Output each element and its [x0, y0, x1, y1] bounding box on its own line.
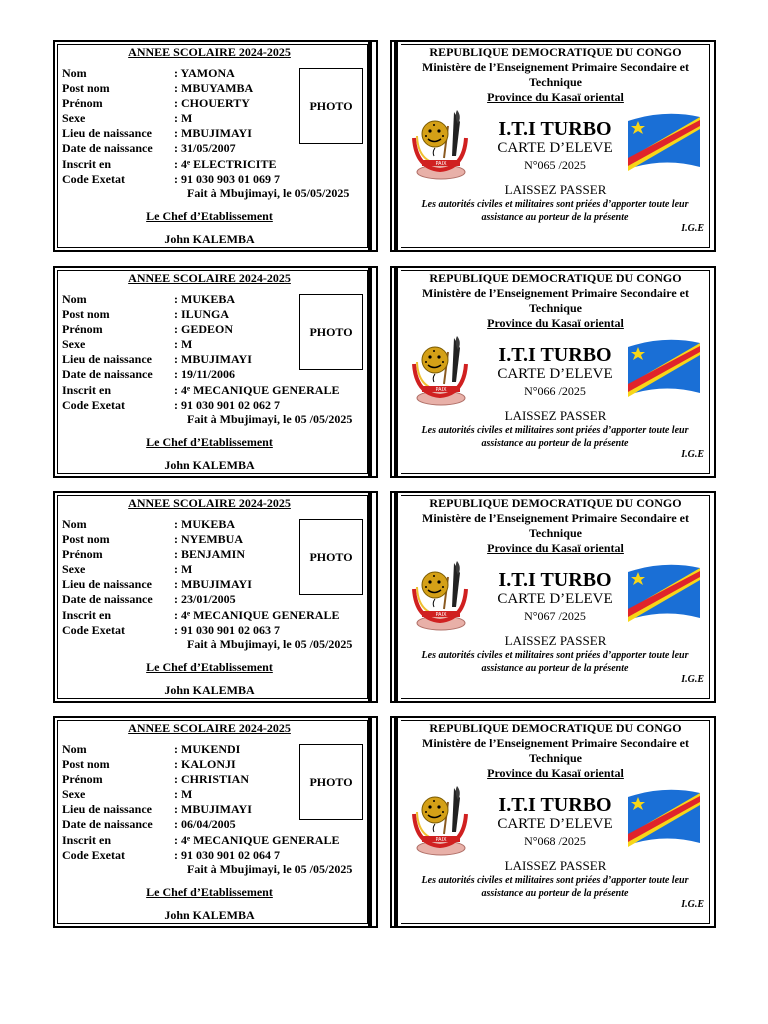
province-title: Province du Kasaï oriental	[487, 316, 624, 330]
field-label: Nom	[62, 66, 87, 80]
card-type: CARTE D’ELEVE	[497, 816, 613, 832]
field-value: : M	[174, 787, 193, 802]
student-fields	[62, 292, 339, 413]
field-row	[62, 608, 339, 623]
photo-label: PHOTO	[309, 549, 353, 564]
field-value: : 91 030 901 02 063 7	[174, 622, 280, 637]
school-year: ANNEE SCOLAIRE 2024-2025	[128, 45, 291, 59]
field-value: : 4ᵉ ELECTRICITE	[174, 156, 277, 171]
field-row	[62, 383, 339, 398]
field-value: : M	[174, 111, 193, 126]
card-type: CARTE D’ELEVE	[497, 591, 613, 607]
republic-title: REPUBLIQUE DEMOCRATIQUE DU CONGO	[429, 45, 682, 59]
field-row	[62, 802, 339, 817]
head-title: Le Chef d’Etablissement	[146, 209, 273, 223]
field-row	[62, 592, 339, 607]
field-value: : CHOUERTY	[174, 96, 250, 111]
student-card-back	[390, 266, 716, 478]
field-label: Nom	[62, 517, 87, 531]
field-row	[62, 126, 280, 141]
field-row	[62, 772, 339, 787]
field-value: : 91 030 901 02 062 7	[174, 397, 280, 412]
emblem-ribbon-text: PAIX	[435, 387, 447, 393]
student-fields	[62, 517, 339, 638]
student-fields	[62, 742, 339, 863]
field-label: Lieu de naissance	[62, 126, 153, 141]
field-row	[62, 577, 339, 592]
field-row	[62, 833, 339, 848]
authority-notice: Les autorités civiles et militaires sont priées d’apporter toute leur assistance au porteur de la présente	[421, 425, 689, 449]
ministry-title: Ministère de l’Enseignement Primaire Secondaire et Technique	[422, 736, 689, 765]
emblem-ribbon-text: PAIX	[435, 837, 447, 843]
field-row	[62, 398, 339, 413]
student-card-back	[390, 491, 716, 703]
issue-place-date: Fait à Mbujimayi, le 05 /05/2025	[187, 412, 353, 426]
student-card-back	[390, 716, 716, 928]
ige-mark: I.G.E	[681, 674, 704, 685]
field-value: : YAMONA	[174, 66, 235, 80]
drc-flag-icon	[624, 111, 704, 173]
coat-of-arms-icon	[408, 108, 472, 183]
field-value: : MBUYAMBA	[174, 81, 254, 96]
field-value: : MUKEBA	[174, 292, 235, 306]
field-label: Inscrit en	[62, 156, 111, 171]
field-label: Date de naissance	[62, 817, 153, 832]
field-value: : KALONJI	[174, 757, 236, 772]
head-name: John KALEMBA	[164, 908, 255, 922]
photo-label: PHOTO	[309, 324, 353, 339]
field-row	[62, 757, 339, 772]
ministry-title: Ministère de l’Enseignement Primaire Secondaire et Technique	[422, 511, 689, 540]
card-number: N°065 /2025	[524, 158, 586, 172]
ige-mark: I.G.E	[681, 899, 704, 910]
authority-notice: Les autorités civiles et militaires sont priées d’apporter toute leur assistance au porteur de la présente	[421, 650, 689, 674]
field-value: : MBUJIMAYI	[174, 126, 252, 141]
ige-mark: I.G.E	[681, 449, 704, 460]
field-row	[62, 157, 280, 172]
pass-title: LAISSEZ PASSER	[504, 633, 607, 648]
field-value: : 91 030 901 02 064 7	[174, 847, 280, 862]
coat-of-arms-icon	[408, 784, 472, 859]
head-name: John KALEMBA	[164, 232, 255, 246]
card-number: N°066 /2025	[524, 384, 586, 398]
field-value: : M	[174, 337, 193, 352]
field-value: : MBUJIMAYI	[174, 577, 252, 592]
field-row	[62, 96, 280, 111]
field-row	[62, 141, 280, 156]
authority-notice: Les autorités civiles et militaires sont priées d’apporter toute leur assistance au porteur de la présente	[421, 875, 689, 899]
field-label: Lieu de naissance	[62, 802, 153, 817]
field-row	[62, 562, 339, 577]
field-label: Post nom	[62, 81, 110, 96]
republic-title: REPUBLIQUE DEMOCRATIQUE DU CONGO	[429, 271, 682, 285]
field-label: Lieu de naissance	[62, 352, 153, 367]
field-row	[62, 547, 339, 562]
issue-place-date: Fait à Mbujimayi, le 05 /05/2025	[187, 862, 353, 876]
school-year: ANNEE SCOLAIRE 2024-2025	[128, 271, 291, 285]
card-type: CARTE D’ELEVE	[497, 366, 613, 382]
field-value: : 4ᵉ MECANIQUE GENERALE	[174, 607, 340, 622]
field-label: Post nom	[62, 757, 110, 772]
field-value: : NYEMBUA	[174, 532, 243, 547]
pass-title: LAISSEZ PASSER	[504, 182, 607, 197]
school-name: I.T.I TURBO	[498, 569, 612, 591]
student-card-front	[53, 40, 378, 252]
field-label: Post nom	[62, 532, 110, 547]
field-label: Prénom	[62, 322, 103, 337]
field-label: Code Exetat	[62, 397, 125, 412]
card-number: N°068 /2025	[524, 834, 586, 848]
province-title: Province du Kasaï oriental	[487, 766, 624, 780]
field-label: Sexe	[62, 787, 86, 802]
province-title: Province du Kasaï oriental	[487, 90, 624, 104]
field-label: Nom	[62, 742, 87, 756]
student-card-front	[53, 266, 378, 478]
field-value: : 19/11/2006	[174, 367, 236, 382]
ministry-title: Ministère de l’Enseignement Primaire Secondaire et Technique	[422, 60, 689, 89]
student-card-back	[390, 40, 716, 252]
student-card-front	[53, 491, 378, 703]
photo-box	[299, 68, 363, 144]
pass-title: LAISSEZ PASSER	[504, 858, 607, 873]
field-label: Prénom	[62, 772, 103, 787]
field-label: Inscrit en	[62, 832, 111, 847]
field-row	[62, 532, 339, 547]
field-value: : MBUJIMAYI	[174, 352, 252, 367]
field-row	[62, 817, 339, 832]
field-value: : MBUJIMAYI	[174, 802, 252, 817]
field-label: Nom	[62, 292, 87, 306]
field-label: Lieu de naissance	[62, 577, 153, 592]
photo-label: PHOTO	[309, 774, 353, 789]
field-label: Date de naissance	[62, 367, 153, 382]
photo-label: PHOTO	[309, 98, 353, 113]
field-label: Code Exetat	[62, 847, 125, 862]
field-label: Date de naissance	[62, 141, 153, 156]
field-row	[62, 172, 280, 187]
issue-place-date: Fait à Mbujimayi, le 05/05/2025	[187, 186, 350, 200]
field-label: Code Exetat	[62, 171, 125, 186]
field-label: Post nom	[62, 307, 110, 322]
field-label: Sexe	[62, 337, 86, 352]
drc-flag-icon	[624, 787, 704, 849]
field-value: : 4ᵉ MECANIQUE GENERALE	[174, 382, 340, 397]
drc-flag-icon	[624, 562, 704, 624]
ministry-title: Ministère de l’Enseignement Primaire Secondaire et Technique	[422, 286, 689, 315]
field-label: Sexe	[62, 562, 86, 577]
field-value: : M	[174, 562, 193, 577]
student-card-front	[53, 716, 378, 928]
student-fields	[62, 66, 280, 187]
field-row	[62, 742, 339, 757]
republic-title: REPUBLIQUE DEMOCRATIQUE DU CONGO	[429, 496, 682, 510]
field-label: Prénom	[62, 547, 103, 562]
field-label: Inscrit en	[62, 382, 111, 397]
field-row	[62, 848, 339, 863]
school-name: I.T.I TURBO	[498, 118, 612, 140]
authority-notice: Les autorités civiles et militaires sont priées d’apporter toute leur assistance au porteur de la présente	[421, 199, 689, 223]
field-value: : ILUNGA	[174, 307, 230, 322]
field-value: : MUKENDI	[174, 742, 241, 756]
emblem-ribbon-text: PAIX	[435, 161, 447, 167]
field-value: : 91 030 903 01 069 7	[174, 171, 280, 186]
field-label: Prénom	[62, 96, 103, 111]
field-row	[62, 292, 339, 307]
head-title: Le Chef d’Etablissement	[146, 885, 273, 899]
head-name: John KALEMBA	[164, 683, 255, 697]
photo-box	[299, 294, 363, 370]
issue-place-date: Fait à Mbujimayi, le 05 /05/2025	[187, 637, 353, 651]
field-value: : 06/04/2005	[174, 817, 236, 832]
school-name: I.T.I TURBO	[498, 794, 612, 816]
field-value: : CHRISTIAN	[174, 772, 250, 787]
field-value: : 23/01/2005	[174, 592, 236, 607]
drc-flag-icon	[624, 337, 704, 399]
field-row	[62, 623, 339, 638]
school-name: I.T.I TURBO	[498, 344, 612, 366]
field-row	[62, 367, 339, 382]
field-value: : 31/05/2007	[174, 141, 236, 156]
head-title: Le Chef d’Etablissement	[146, 435, 273, 449]
field-row	[62, 352, 339, 367]
field-label: Inscrit en	[62, 607, 111, 622]
field-label: Sexe	[62, 111, 86, 126]
photo-box	[299, 744, 363, 820]
school-year: ANNEE SCOLAIRE 2024-2025	[128, 721, 291, 735]
school-year: ANNEE SCOLAIRE 2024-2025	[128, 496, 291, 510]
field-label: Date de naissance	[62, 592, 153, 607]
head-name: John KALEMBA	[164, 458, 255, 472]
card-number: N°067 /2025	[524, 609, 586, 623]
field-row	[62, 307, 339, 322]
card-type: CARTE D’ELEVE	[497, 140, 613, 156]
field-value: : GEDEON	[174, 322, 234, 337]
field-row	[62, 111, 280, 126]
field-row	[62, 81, 280, 96]
coat-of-arms-icon	[408, 559, 472, 634]
province-title: Province du Kasaï oriental	[487, 541, 624, 555]
field-label: Code Exetat	[62, 622, 125, 637]
coat-of-arms-icon	[408, 334, 472, 409]
emblem-ribbon-text: PAIX	[435, 612, 447, 618]
field-row	[62, 66, 280, 81]
field-row	[62, 787, 339, 802]
ige-mark: I.G.E	[681, 223, 704, 234]
photo-box	[299, 519, 363, 595]
field-value: : MUKEBA	[174, 517, 235, 531]
republic-title: REPUBLIQUE DEMOCRATIQUE DU CONGO	[429, 721, 682, 735]
field-value: : 4ᵉ MECANIQUE GENERALE	[174, 832, 340, 847]
field-value: : BENJAMIN	[174, 547, 245, 562]
field-row	[62, 322, 339, 337]
field-row	[62, 517, 339, 532]
head-title: Le Chef d’Etablissement	[146, 660, 273, 674]
pass-title: LAISSEZ PASSER	[504, 408, 607, 423]
field-row	[62, 337, 339, 352]
